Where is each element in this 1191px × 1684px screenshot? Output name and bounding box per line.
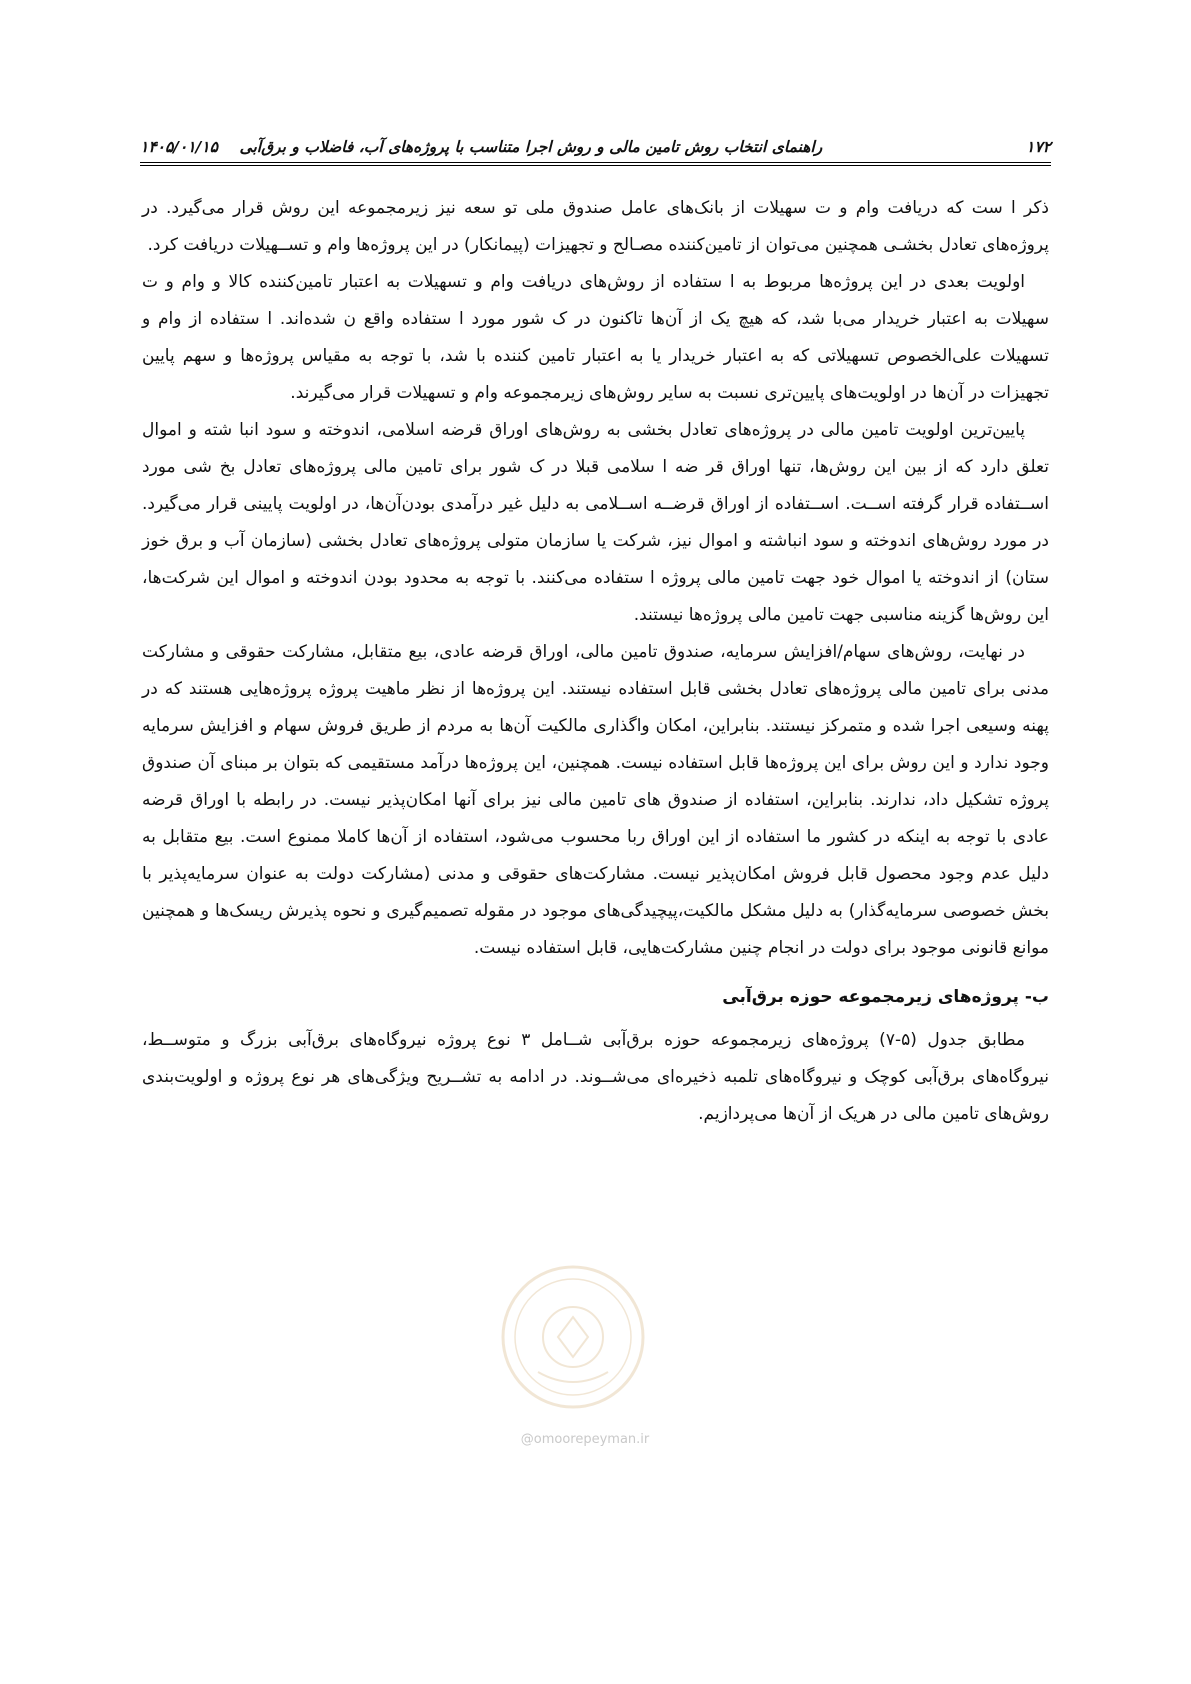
paragraph-5: مطابق جدول (۵-۷) پروژه‌های زیرمجموعه حوزه برق‌آبی شــامل ۳ نوع پروژه نیروگاه‌های برق‌آبی بزرگ و متوســط، نیروگاه‌های برق‌آبی کوچک و نیروگاه‌های تلمبه ذخیره‌ای می‌شــوند. در ادامه به تشــریح ویژگی‌های هر نوع پروژه و اولویت‌بندی روش‌های تامین مالی در هریک از آن‌ها می‌پردازیم. [142, 1030, 1049, 1124]
header-rule [140, 162, 1051, 163]
header-rule-thin [140, 165, 1051, 166]
section-heading-b: ب- پروژه‌های زیرمجموعه حوزه برق‌آبی [722, 987, 1049, 1007]
paragraph-2: اولویت بعدی در این پروژه‌ها مربوط به ا ستفاده از روش‌های دریافت وام و تسهیلات به اعتبار تامین‌کننده کالا و وام و ت سهیلات به اعتبار خریدار می‌با شد، که هیچ یک از آن‌ها تاکنون در ک شور مورد ا ستفاده واقع ن شده‌اند. ا ستفاده از وام و تسهیلات علی‌الخصوص تسهیلاتی که به اعتبار خریدار یا به اعتبار تامین کننده با شد، با توجه به مقیاس پروژه‌ها و سهم پایین تجهیزات در آن‌ها در اولویت‌های پایین‌تری نسبت به سایر روش‌های زیرمجموعه وام و تسهیلات قرار می‌گیرند. [142, 272, 1049, 403]
paragraph-3: پایین‌ترین اولویت تامین مالی در پروژه‌های تعادل بخشی به روش‌های اوراق قرضه اسلامی، اندوخته و سود انبا شته و اموال تعلق دارد که از بین این روش‌ها، تنها اوراق قر ضه ا سلامی قبلا در ک شور برای تامین مالی پروژه‌های تعادل بخ شی مورد اســتفاده قرار گرفته اســت. اســتفاده از اوراق قرضــه اســلامی به دلیل غیر درآمدی بودن‌آن‌ها، در اولویت پایینی قرار می‌گیرد. در مورد روش‌های اندوخته و سود انباشته و اموال نیز، شرکت یا سازمان متولی پروژه‌های تعادل بخشی (سازمان آب و برق خوز ستان) از اندوخته یا اموال خود جهت تامین مالی پروژه ا ستفاده می‌کنند. با توجه به محدود بودن اندوخته و اموال این شرکت‌ها، این روش‌ها گزینه مناسبی جهت تامین مالی پروژه‌ها نیستند. [142, 420, 1049, 625]
body-text [142, 190, 1049, 1133]
page-number: ۱۷۲ [1026, 138, 1051, 156]
paragraph-1: ذکر ا ست که دریافت وام و ت سهیلات از بانک‌های عامل صندوق ملی تو سعه نیز زیرمجموعه این روش قرار می‌گیرد. در پروژه‌های تعادل بخشـی همچنین می‌توان از تامین‌کننده مصـالح و تجهیزات (پیمانکار) در این پروژه‌ها وام و تســهیلات دریافت کرد. [142, 198, 1049, 255]
page-header [140, 130, 1051, 156]
watermark-site: @omoorepeyman.ir [520, 1432, 650, 1447]
paragraph-4: در نهایت، روش‌های سهام/افزایش سرمایه، صندوق تامین مالی، اوراق قرضه عادی، بیع متقابل، مشارکت حقوقی و مشارکت مدنی برای تامین مالی پروژه‌های تعادل بخشی قابل استفاده نیستند. این پروژه‌ها از نظر ماهیت پروژه پروژه‌هایی هستند که در پهنه وسیعی اجرا شده و متمرکز نیستند. بنابراین، امکان واگذاری مالکیت آن‌ها به مردم از طریق فروش سهام و افزایش سرمایه وجود ندارد و این روش برای این پروژه‌ها قابل استفاده نیست. همچنین، این پروژه‌ها درآمد مستقیمی که بتوان بر مبنای آن صندوق پروژه تشکیل داد، ندارند. بنابراین، استفاده از صندوق های تامین مالی نیز برای آنها امکان‌پذیر نیست. در رابطه با اوراق قرضه عادی با توجه به اینکه در کشور ما استفاده از این اوراق ربا محسوب می‌شود، استفاده از آن‌ها کاملا ممنوع است. بیع متقابل به دلیل عدم وجود محصول قابل فروش امکان‌پذیر نیست. مشارکت‌های حقوقی و مدنی (مشارکت دولت به عنوان سرمایه‌پذیر با بخش خصوصی سرمایه‌گذار) به دلیل مشکل مالکیت،پیچیدگی‌های موجود در مقوله تصمیم‌گیری و نحوه پذیرش ریسک‌ها و همچنین موانع قانونی موجود برای دولت در انجام چنین مشارکت‌هایی، قابل استفاده نیست. [142, 642, 1049, 958]
header-date: ۱۴۰۵/۰۱/۱۵ [140, 138, 218, 156]
running-head [140, 138, 822, 156]
watermark-seal-icon [498, 1262, 648, 1412]
running-title: راهنمای انتخاب روش تامین مالی و روش اجرا متناسب با پروژه‌های آب، فاضلاب و برق‌آبی [239, 138, 823, 156]
